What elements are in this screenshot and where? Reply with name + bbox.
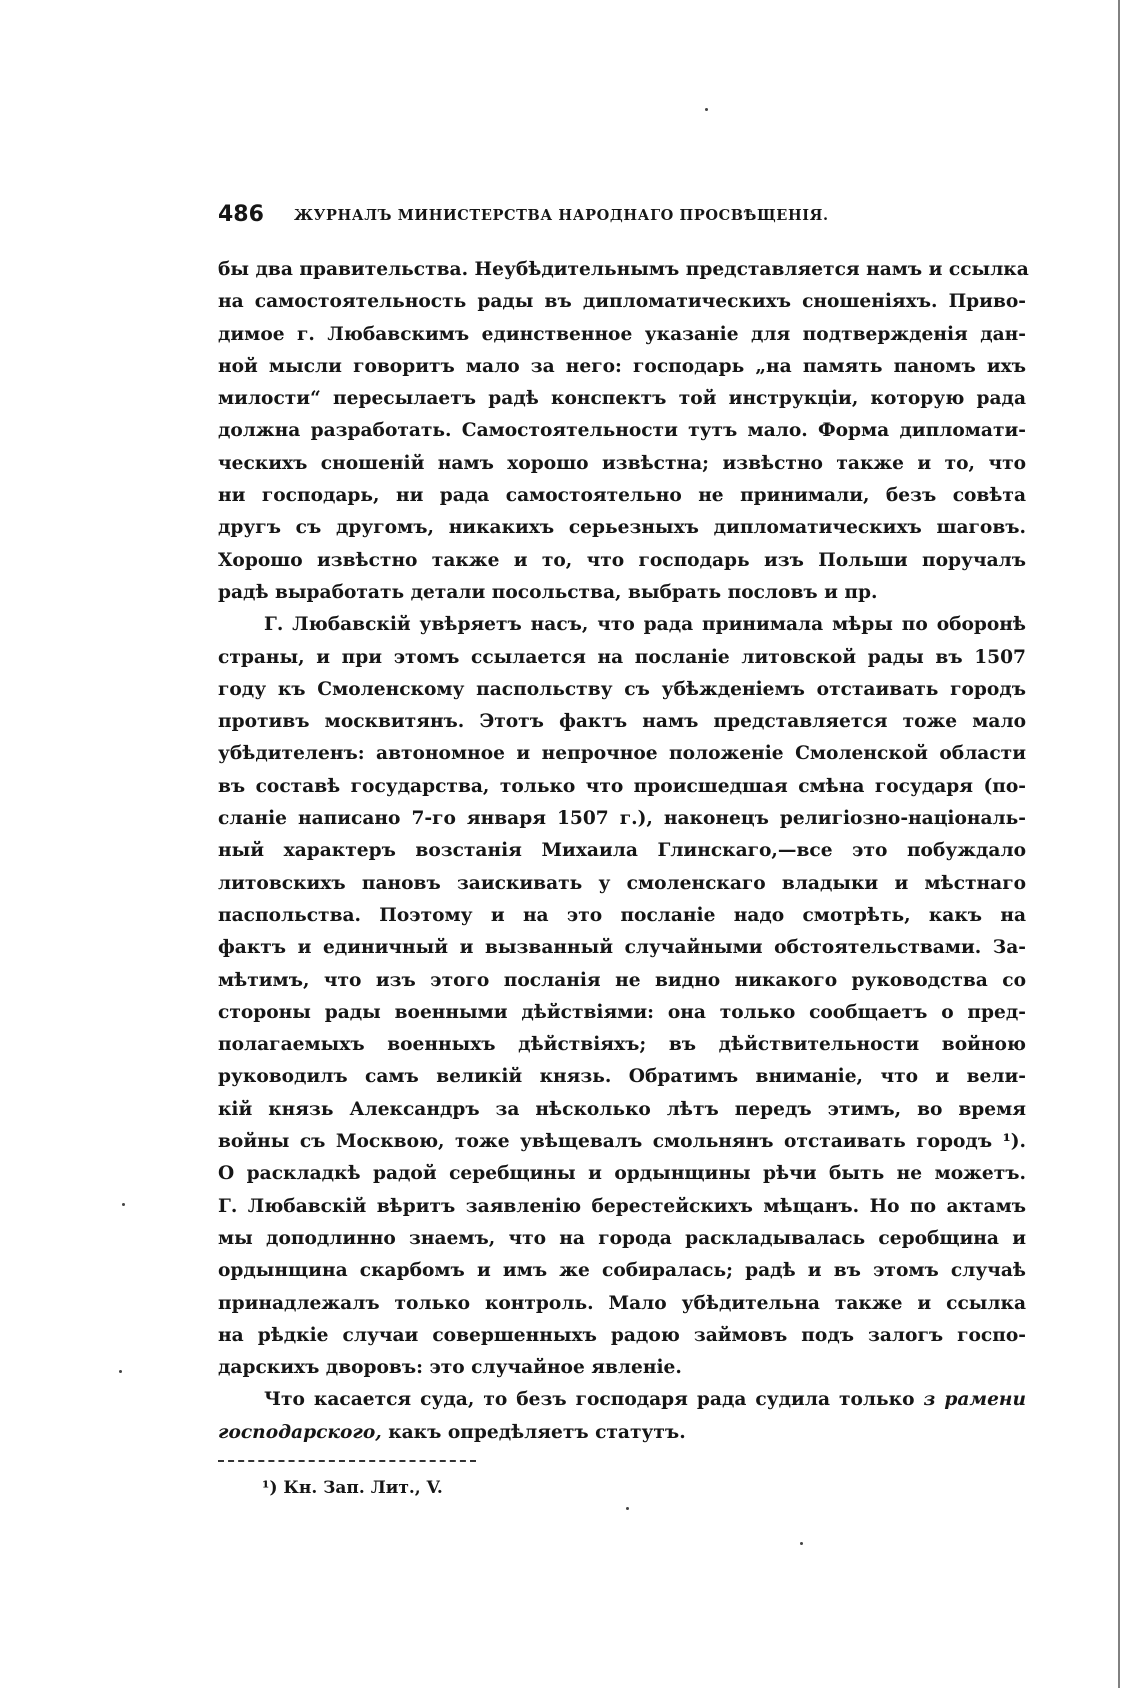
text-line: Г. Любавскій вѣритъ заявленію берестейскихъ мѣщанъ. Но по актамъ bbox=[218, 1195, 1026, 1217]
text-line: димое г. Любавскимъ единственное указаніе для подтвержденія дан- bbox=[218, 323, 1026, 345]
text-run: какъ опредѣляетъ статутъ. bbox=[381, 1421, 686, 1443]
text-line: противъ москвитянъ. Этотъ фактъ намъ представляется тоже мало bbox=[218, 711, 1026, 733]
running-title: ЖУРНАЛЪ МИНИСТЕРСТВА НАРОДНАГО ПРОСВѢЩЕНІЯ. bbox=[294, 207, 829, 224]
scan-speck bbox=[626, 1507, 629, 1510]
text-line bbox=[218, 1417, 1026, 1449]
text-line: дарскихъ дворовъ: это случайное явленіе. bbox=[218, 1357, 682, 1379]
footnote-rule bbox=[218, 1460, 476, 1462]
scan-speck bbox=[119, 1370, 122, 1373]
text-line: руководилъ самъ великій князь. Обратимъ вниманіе, что и вели- bbox=[218, 1066, 1026, 1088]
text-line: литовскихъ пановъ заискивать у смоленскаго владыки и мѣстнаго bbox=[218, 872, 1026, 894]
text-line: ни господарь, ни рада самостоятельно не принимали, безъ совѣта bbox=[218, 485, 1026, 507]
page-edge bbox=[1118, 0, 1120, 1688]
text-run: Что касается суда, то безъ господаря рада судила только bbox=[264, 1389, 924, 1411]
text-line: радѣ выработать детали посольства, выбрать пословъ и пр. bbox=[218, 581, 878, 603]
text-line: Хорошо извѣстно также и то, что господарь изъ Польши поручалъ bbox=[218, 549, 1026, 571]
text-line: ной мысли говоритъ мало за него: господарь „на память паномъ ихъ bbox=[218, 355, 1026, 377]
text-line: должна разработать. Самостоятельности тутъ мало. Форма дипломати- bbox=[218, 420, 1026, 442]
text-line: бы два правительства. Неубѣдительнымъ представляется намъ и ссылка bbox=[218, 259, 1029, 280]
text-line: стороны рады военными дѣйствіями: она только сообщаетъ о пред- bbox=[218, 1001, 1026, 1023]
text-line: О раскладкѣ радой серебщины и ордынщины рѣчи быть не можетъ. bbox=[218, 1163, 1026, 1185]
text-line: Г. Любавскій увѣряетъ насъ, что рада принимала мѣры по оборонѣ bbox=[264, 614, 1026, 636]
text-line: на самостоятельность рады въ дипломатическихъ сношеніяхъ. Приво- bbox=[218, 291, 1026, 313]
scan-speck bbox=[122, 1203, 125, 1206]
text-line: сланіе написано 7-го января 1507 г.), наконецъ религіозно-національ- bbox=[218, 808, 1026, 830]
text-line: кій князь Александръ за нѣсколько лѣтъ передъ этимъ, во время bbox=[218, 1098, 1026, 1120]
text-line: ческихъ сношеній намъ хорошо извѣстна; извѣстно также и то, что bbox=[218, 452, 1026, 474]
italic-text: з рамени bbox=[923, 1389, 1027, 1411]
paragraph-2 bbox=[218, 609, 1026, 1384]
footnote: ¹) Кн. Зап. Лит., V. bbox=[262, 1478, 443, 1498]
text-line: въ составѣ государства, только что происшедшая смѣна государя (по- bbox=[218, 775, 1026, 797]
text-line: году къ Смоленскому паспольству съ убѣжденіемъ отстаивать городъ bbox=[218, 678, 1026, 700]
paragraph-1 bbox=[218, 254, 1029, 609]
paragraph-3 bbox=[218, 1384, 1026, 1449]
text-line: полагаемыхъ военныхъ дѣйствіяхъ; въ дѣйствительности войною bbox=[218, 1034, 1026, 1056]
body-text bbox=[218, 254, 1029, 1449]
page-header bbox=[218, 202, 1018, 228]
text-line: принадлежалъ только контроль. Мало убѣдительна также и ссылка bbox=[218, 1292, 1026, 1314]
text-line: фактъ и единичный и вызванный случайными обстоятельствами. За- bbox=[218, 937, 1026, 959]
scan-speck bbox=[800, 1542, 803, 1545]
text-line bbox=[218, 1384, 1026, 1416]
text-line: страны, и при этомъ ссылается на посланіе литовской рады въ 1507 bbox=[218, 646, 1026, 668]
text-line: мѣтимъ, что изъ этого посланія не видно никакого руководства со bbox=[218, 969, 1026, 991]
text-line: ордынщина скарбомъ и имъ же собиралась; радѣ и въ этомъ случаѣ bbox=[218, 1260, 1026, 1282]
text-line: войны съ Москвою, тоже увѣщевалъ смольнянъ отстаивать городъ ¹). bbox=[218, 1131, 1026, 1153]
italic-text: господарского, bbox=[218, 1421, 382, 1443]
text-line: милости“ пересылаетъ радѣ конспектъ той инструкціи, которую рада bbox=[218, 388, 1026, 410]
text-line: на рѣдкіе случаи совершенныхъ радою займовъ подъ залогъ госпо- bbox=[218, 1324, 1026, 1346]
text-line: паспольства. Поэтому и на это посланіе надо смотрѣть, какъ на bbox=[218, 904, 1026, 926]
text-line: убѣдителенъ: автономное и непрочное положеніе Смоленской области bbox=[218, 743, 1026, 765]
text-line: ный характеръ возстанія Михаила Глинскаго,—все это побуждало bbox=[218, 840, 1026, 862]
scan-speck bbox=[705, 108, 708, 111]
text-line: другъ съ другомъ, никакихъ серьезныхъ дипломатическихъ шаговъ. bbox=[218, 517, 1026, 539]
page-number: 486 bbox=[218, 202, 264, 227]
text-line: мы доподлинно знаемъ, что на города раскладывалась серобщина и bbox=[218, 1227, 1026, 1249]
